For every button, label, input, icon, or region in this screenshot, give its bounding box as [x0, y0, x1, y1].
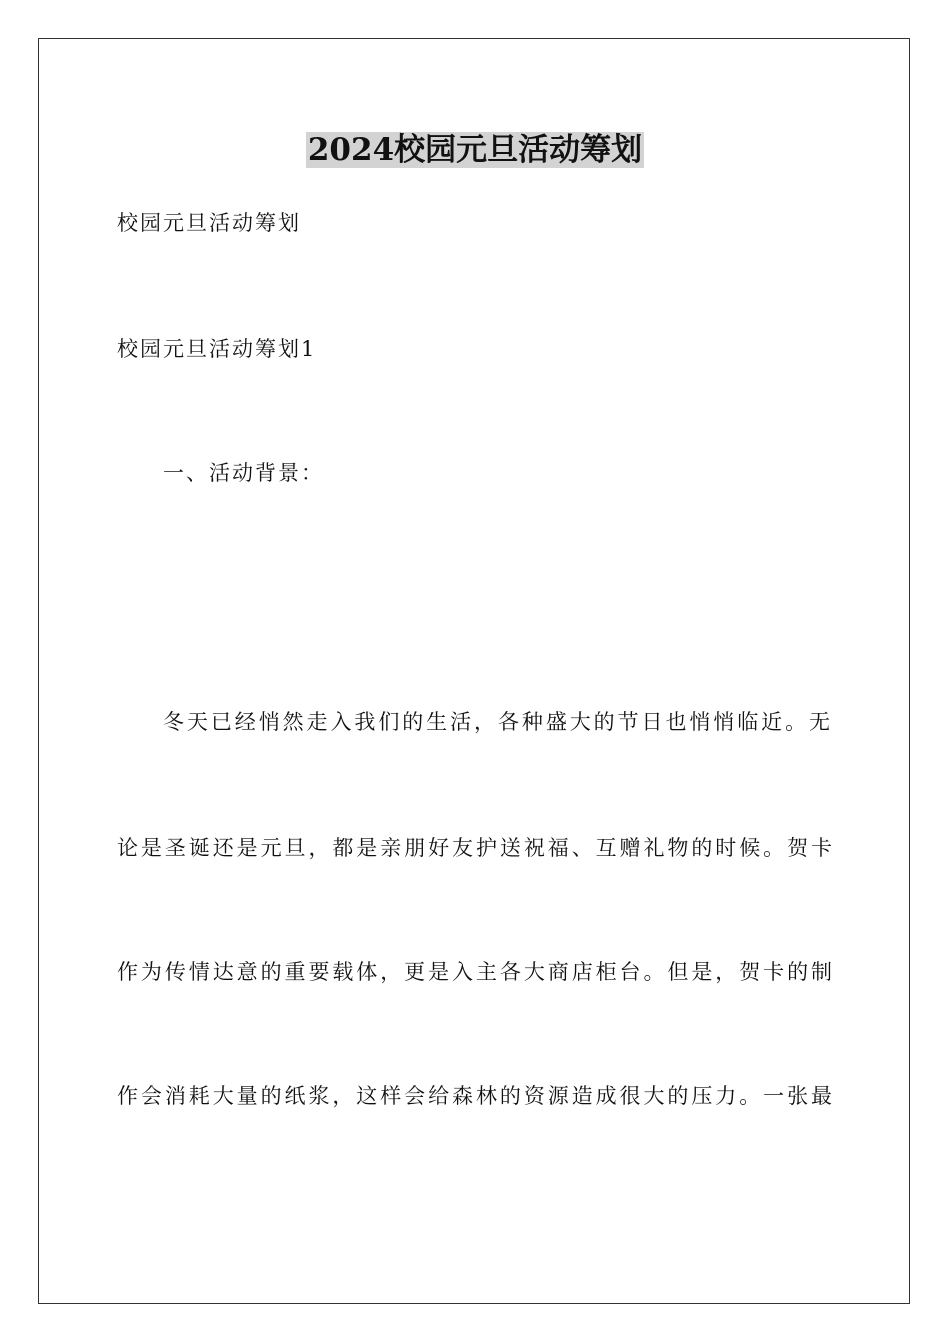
paragraph-line: 作为传情达意的重要载体，更是入主各大商店柜台。但是，贺卡的制 — [117, 960, 833, 984]
document-subtitle: 校园元旦活动筹划 — [117, 211, 301, 235]
paragraph-line: 论是圣诞还是元旦，都是亲朋好友护送祝福、互赠礼物的时候。贺卡 — [117, 836, 833, 860]
document-title-text: 2024校园元旦活动筹划 — [307, 132, 643, 168]
section-heading: 校园元旦活动筹划1 — [117, 337, 317, 361]
paragraph-line: 作会消耗大量的纸浆，这样会给森林的资源造成很大的压力。一张最 — [117, 1084, 833, 1108]
paragraph-line: 冬天已经悄然走入我们的生活，各种盛大的节日也悄悄临近。无 — [163, 710, 831, 734]
subsection-heading: 一、活动背景： — [163, 461, 324, 485]
document-title — [0, 130, 950, 170]
